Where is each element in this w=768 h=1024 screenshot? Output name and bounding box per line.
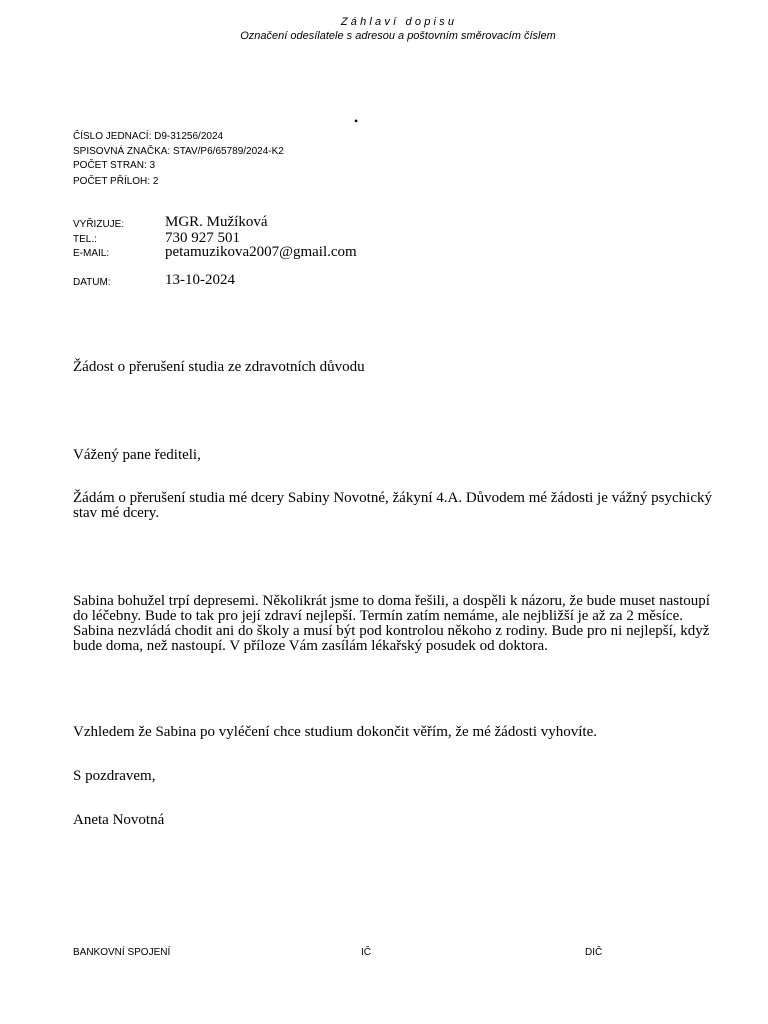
attachment-count: POČET PŘÍLOH: 2 (73, 176, 159, 187)
letter-paragraph-2: Sabina bohužel trpí depresemi. Několikrát jsme to doma řešili, a dospěli k názoru, že bude muset nastoupí do léčebny. Bude to tak pro její zdraví nejlepší. Termín zatím nemáme, ale nejbližší je až za 2 měsíce. Sabina nezvládá chodit ani do školy a musí být pod kontrolou někoho z rodiny. Bude pro ni nejlepší, když bude doma, než nastoupí. V příloze Vám zasílám lékařský posudek od doktora. (73, 593, 710, 654)
letter-paragraph-3: Vzhledem že Sabina po vyléčení chce studium dokončit věřím, že mé žádosti vyhovíte. (73, 724, 598, 740)
handled-by-label: VYŘIZUJE: (73, 219, 125, 230)
phone-label: TEL.: (73, 234, 97, 245)
reference-number: ČÍSLO JEDNACÍ: D9-31256/2024 (73, 131, 224, 142)
handled-by-value: MGR. Mužíková (165, 214, 268, 230)
date-value: 13-10-2024 (165, 272, 235, 288)
email-value: petamuzikova2007@gmail.com (165, 244, 357, 260)
file-mark: SPISOVNÁ ZNAČKA: STAV/P6/65789/2024-K2 (73, 146, 284, 157)
letter-signature: Aneta Novotná (73, 812, 165, 828)
letter-paragraph-1: Žádám o přerušení studia mé dcery Sabiny Novotné, žákyní 4.A. Důvodem mé žádosti je vážný psychický stav mé dcery. (73, 490, 712, 521)
letter-salutation: Vážený pane řediteli, (73, 447, 201, 463)
date-label: DATUM: (73, 277, 111, 288)
email-label: E-MAIL: (73, 248, 110, 259)
footer-bank-connection: BANKOVNÍ SPOJENÍ (73, 947, 171, 958)
letter-subject: Žádost o přerušení studia ze zdravotních důvodu (73, 359, 365, 375)
letter-closing: S pozdravem, (73, 768, 156, 784)
letterhead-title: Záhlaví dopisu (340, 16, 458, 28)
footer-dic: DIČ (585, 947, 603, 958)
phone-value: 730 927 501 (165, 230, 240, 246)
footer-ic: IČ (361, 947, 371, 958)
letterhead-subtitle: Označení odesílatele s adresou a poštovním směrovacím číslem (240, 30, 556, 42)
bullet-mark: • (354, 114, 359, 128)
page-count: POČET STRAN: 3 (73, 160, 156, 171)
